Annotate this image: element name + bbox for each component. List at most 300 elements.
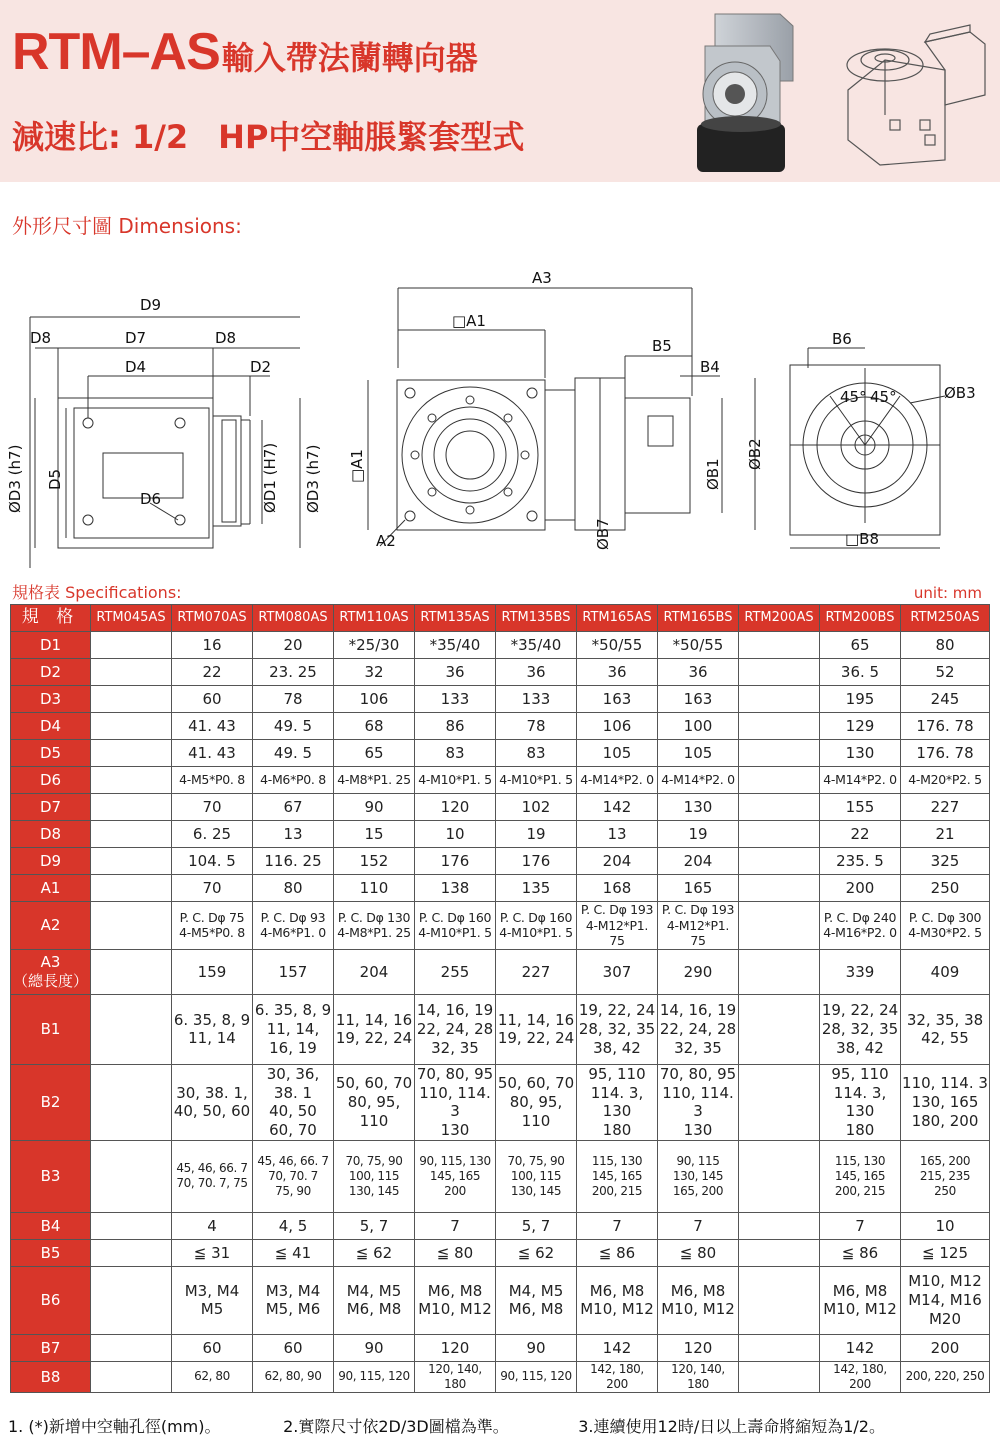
table-cell: 152 bbox=[334, 848, 415, 875]
table-cell bbox=[739, 1212, 820, 1239]
table-cell: P. C. Dφ 193 4-M12*P1. 75 bbox=[577, 902, 658, 950]
model-name: RTM–AS bbox=[12, 23, 220, 81]
model-header: RTM200BS bbox=[820, 605, 901, 632]
table-cell bbox=[91, 794, 172, 821]
model-header: RTM045AS bbox=[91, 605, 172, 632]
table-cell: 67 bbox=[253, 794, 334, 821]
row-label: B1 bbox=[11, 994, 91, 1064]
table-cell: 32 bbox=[334, 659, 415, 686]
row-label: D7 bbox=[11, 794, 91, 821]
table-cell bbox=[739, 686, 820, 713]
table-cell: 142 bbox=[577, 794, 658, 821]
table-cell: 78 bbox=[496, 713, 577, 740]
row-label: D5 bbox=[11, 740, 91, 767]
table-cell: 22 bbox=[172, 659, 253, 686]
table-cell: 409 bbox=[901, 949, 990, 994]
table-cell: 165 bbox=[658, 875, 739, 902]
row-label: B3 bbox=[11, 1140, 91, 1212]
table-cell: M6, M8 M10, M12 bbox=[820, 1266, 901, 1334]
table-cell bbox=[91, 1334, 172, 1361]
table-cell: 106 bbox=[577, 713, 658, 740]
table-cell: 30, 38. 1, 40, 50, 60 bbox=[172, 1064, 253, 1140]
table-row bbox=[11, 767, 990, 794]
table-cell: 110 bbox=[334, 875, 415, 902]
label-a1-side: □A1 bbox=[348, 449, 366, 483]
table-cell: 4, 5 bbox=[253, 1212, 334, 1239]
table-cell: 6. 35, 8, 9 11, 14 bbox=[172, 994, 253, 1064]
table-cell: 36 bbox=[496, 659, 577, 686]
label-d1: ØD1 (H7) bbox=[261, 442, 279, 513]
row-label: B6 bbox=[11, 1266, 91, 1334]
label-a3: A3 bbox=[532, 269, 552, 287]
row-label: D1 bbox=[11, 632, 91, 659]
table-cell: 195 bbox=[820, 686, 901, 713]
table-cell: M3, M4 M5, M6 bbox=[253, 1266, 334, 1334]
row-label: B7 bbox=[11, 1334, 91, 1361]
table-cell bbox=[91, 740, 172, 767]
table-cell: 6. 35, 8, 9 11, 14, 16, 19 bbox=[253, 994, 334, 1064]
table-cell: 20 bbox=[253, 632, 334, 659]
row-label: A2 bbox=[11, 902, 91, 950]
table-cell: P. C. Dφ 240 4-M16*P2. 0 bbox=[820, 902, 901, 950]
model-header: RTM110AS bbox=[334, 605, 415, 632]
table-cell: 7 bbox=[415, 1212, 496, 1239]
table-cell: 325 bbox=[901, 848, 990, 875]
table-cell: 83 bbox=[415, 740, 496, 767]
table-cell: 290 bbox=[658, 949, 739, 994]
table-cell bbox=[91, 1212, 172, 1239]
table-cell: 36. 5 bbox=[820, 659, 901, 686]
table-cell: 7 bbox=[658, 1212, 739, 1239]
table-cell: 176. 78 bbox=[901, 740, 990, 767]
table-row bbox=[11, 1361, 990, 1392]
table-cell bbox=[739, 740, 820, 767]
table-cell: 135 bbox=[496, 875, 577, 902]
table-cell: 41. 43 bbox=[172, 740, 253, 767]
table-cell: 115, 130 145, 165 200, 215 bbox=[820, 1140, 901, 1212]
ratio-text: 減速比: 1/2 bbox=[12, 118, 189, 156]
table-cell: 129 bbox=[820, 713, 901, 740]
table-row bbox=[11, 1334, 990, 1361]
table-cell: P. C. Dφ 160 4-M10*P1. 5 bbox=[496, 902, 577, 950]
table-cell: P. C. Dφ 93 4-M6*P1. 0 bbox=[253, 902, 334, 950]
table-row bbox=[11, 902, 990, 950]
label-d8-right: D8 bbox=[215, 329, 237, 347]
table-row bbox=[11, 713, 990, 740]
table-cell bbox=[91, 1239, 172, 1266]
table-cell bbox=[739, 902, 820, 950]
table-cell: 4-M10*P1. 5 bbox=[496, 767, 577, 794]
table-cell: 110, 114. 3 130, 165 180, 200 bbox=[901, 1064, 990, 1140]
table-cell bbox=[91, 1140, 172, 1212]
model-header: RTM165BS bbox=[658, 605, 739, 632]
table-cell: 32, 35, 38 42, 55 bbox=[901, 994, 990, 1064]
header-band bbox=[0, 0, 1000, 182]
label-d4: D4 bbox=[125, 358, 147, 376]
label-b1: ØB1 bbox=[704, 458, 722, 490]
table-row bbox=[11, 875, 990, 902]
page-subtitle bbox=[12, 112, 524, 158]
table-cell: 200 bbox=[820, 875, 901, 902]
table-cell: ≦ 125 bbox=[901, 1239, 990, 1266]
table-cell bbox=[91, 821, 172, 848]
table-cell: 200, 220, 250 bbox=[901, 1361, 990, 1392]
table-cell: P. C. Dφ 160 4-M10*P1. 5 bbox=[415, 902, 496, 950]
table-cell: 227 bbox=[901, 794, 990, 821]
table-cell: M4, M5 M6, M8 bbox=[334, 1266, 415, 1334]
spec-table bbox=[10, 604, 990, 1393]
table-cell: 339 bbox=[820, 949, 901, 994]
table-cell bbox=[91, 1064, 172, 1140]
table-row bbox=[11, 740, 990, 767]
table-row bbox=[11, 1064, 990, 1140]
label-d2: D2 bbox=[250, 358, 272, 376]
table-cell: 163 bbox=[577, 686, 658, 713]
table-cell bbox=[739, 1140, 820, 1212]
table-cell bbox=[739, 659, 820, 686]
table-cell: 50, 60, 70 80, 95, 110 bbox=[334, 1064, 415, 1140]
table-cell: 60 bbox=[172, 686, 253, 713]
table-cell: 4-M5*P0. 8 bbox=[172, 767, 253, 794]
table-cell: 6. 25 bbox=[172, 821, 253, 848]
table-cell: 255 bbox=[415, 949, 496, 994]
table-cell: 5, 7 bbox=[334, 1212, 415, 1239]
table-cell: 90 bbox=[334, 1334, 415, 1361]
note-3: 3.連續使用12時/日以上壽命將縮短為1/2。 bbox=[578, 1417, 885, 1436]
table-cell bbox=[739, 949, 820, 994]
table-cell: ≦ 80 bbox=[415, 1239, 496, 1266]
table-cell bbox=[91, 848, 172, 875]
table-cell: 62, 80 bbox=[172, 1361, 253, 1392]
table-cell: 19, 22, 24 28, 32, 35 38, 42 bbox=[820, 994, 901, 1064]
table-cell: 62, 80, 90 bbox=[253, 1361, 334, 1392]
table-cell: 204 bbox=[334, 949, 415, 994]
model-header: RTM250AS bbox=[901, 605, 990, 632]
label-d3-right: ØD3 (h7) bbox=[304, 444, 322, 513]
row-label: D9 bbox=[11, 848, 91, 875]
label-d7: D7 bbox=[125, 329, 147, 347]
table-header-row bbox=[11, 605, 990, 632]
table-cell: 102 bbox=[496, 794, 577, 821]
table-cell: 22 bbox=[820, 821, 901, 848]
row-label: D2 bbox=[11, 659, 91, 686]
table-cell: 15 bbox=[334, 821, 415, 848]
table-cell: 120, 140, 180 bbox=[415, 1361, 496, 1392]
table-body bbox=[11, 632, 990, 1393]
table-cell: 176 bbox=[415, 848, 496, 875]
table-cell: 11, 14, 16 19, 22, 24 bbox=[334, 994, 415, 1064]
table-cell: 50, 60, 70 80, 95, 110 bbox=[496, 1064, 577, 1140]
table-cell bbox=[91, 713, 172, 740]
table-cell: 176 bbox=[496, 848, 577, 875]
table-cell: 120 bbox=[415, 794, 496, 821]
table-cell: ≦ 31 bbox=[172, 1239, 253, 1266]
table-cell: 116. 25 bbox=[253, 848, 334, 875]
label-angle-2: 45° bbox=[870, 388, 897, 406]
row-label: D8 bbox=[11, 821, 91, 848]
table-cell: 120 bbox=[658, 1334, 739, 1361]
table-cell bbox=[739, 767, 820, 794]
label-angle-1: 45° bbox=[840, 388, 867, 406]
table-cell: 120, 140, 180 bbox=[658, 1361, 739, 1392]
table-cell: M4, M5 M6, M8 bbox=[496, 1266, 577, 1334]
table-cell: 60 bbox=[253, 1334, 334, 1361]
table-cell: P. C. Dφ 300 4-M30*P2. 5 bbox=[901, 902, 990, 950]
table-cell: 36 bbox=[658, 659, 739, 686]
table-cell: 36 bbox=[415, 659, 496, 686]
table-row bbox=[11, 994, 990, 1064]
table-cell: 90 bbox=[496, 1334, 577, 1361]
table-cell: 4-M14*P2. 0 bbox=[820, 767, 901, 794]
table-cell: 23. 25 bbox=[253, 659, 334, 686]
table-cell: 163 bbox=[658, 686, 739, 713]
table-cell bbox=[739, 994, 820, 1064]
table-cell: 49. 5 bbox=[253, 713, 334, 740]
row-label: A3 （總長度） bbox=[11, 949, 91, 994]
table-cell: 45, 46, 66. 7 70, 70. 7, 75 bbox=[172, 1140, 253, 1212]
table-cell: 14, 16, 19 22, 24, 28 32, 35 bbox=[415, 994, 496, 1064]
table-cell: 142, 180, 200 bbox=[820, 1361, 901, 1392]
table-cell bbox=[739, 875, 820, 902]
table-cell: 130 bbox=[658, 794, 739, 821]
table-cell: 86 bbox=[415, 713, 496, 740]
table-cell: 70 bbox=[172, 794, 253, 821]
table-cell: 36 bbox=[577, 659, 658, 686]
table-row bbox=[11, 659, 990, 686]
table-cell: 13 bbox=[253, 821, 334, 848]
unit-label: unit: mm bbox=[913, 584, 982, 602]
table-cell bbox=[91, 1266, 172, 1334]
table-cell: 159 bbox=[172, 949, 253, 994]
table-cell: 165, 200 215, 235 250 bbox=[901, 1140, 990, 1212]
table-cell: 157 bbox=[253, 949, 334, 994]
table-cell: 105 bbox=[658, 740, 739, 767]
page-title bbox=[12, 22, 478, 82]
product-line-drawing bbox=[830, 20, 995, 170]
table-cell: 4-M10*P1. 5 bbox=[415, 767, 496, 794]
row-label: B4 bbox=[11, 1212, 91, 1239]
table-cell: 80 bbox=[901, 632, 990, 659]
table-cell: 200 bbox=[901, 1334, 990, 1361]
table-cell: 30, 36, 38. 1 40, 50 60, 70 bbox=[253, 1064, 334, 1140]
table-cell: 176. 78 bbox=[901, 713, 990, 740]
table-cell: 65 bbox=[334, 740, 415, 767]
table-cell: ≦ 62 bbox=[496, 1239, 577, 1266]
row-label: D3 bbox=[11, 686, 91, 713]
table-cell: 13 bbox=[577, 821, 658, 848]
table-cell bbox=[91, 1361, 172, 1392]
table-cell: 70, 80, 95 110, 114. 3 130 bbox=[658, 1064, 739, 1140]
table-cell: 4-M8*P1. 25 bbox=[334, 767, 415, 794]
table-cell: ≦ 41 bbox=[253, 1239, 334, 1266]
table-cell bbox=[739, 848, 820, 875]
table-cell: 204 bbox=[658, 848, 739, 875]
table-cell bbox=[91, 902, 172, 950]
note-1: 1. (*)新增中空軸孔徑(mm)。 bbox=[8, 1417, 221, 1436]
row-label: B5 bbox=[11, 1239, 91, 1266]
row-label: B2 bbox=[11, 1064, 91, 1140]
table-cell: *25/30 bbox=[334, 632, 415, 659]
table-cell bbox=[739, 632, 820, 659]
table-cell: 204 bbox=[577, 848, 658, 875]
table-cell bbox=[91, 686, 172, 713]
table-cell: M6, M8 M10, M12 bbox=[577, 1266, 658, 1334]
table-cell bbox=[739, 1266, 820, 1334]
row-label: D6 bbox=[11, 767, 91, 794]
table-cell: 90 bbox=[334, 794, 415, 821]
table-cell: M6, M8 M10, M12 bbox=[415, 1266, 496, 1334]
table-row bbox=[11, 686, 990, 713]
table-row bbox=[11, 794, 990, 821]
table-cell: 10 bbox=[415, 821, 496, 848]
table-cell: ≦ 62 bbox=[334, 1239, 415, 1266]
table-cell: 130 bbox=[820, 740, 901, 767]
table-cell: 70, 75, 90 100, 115 130, 145 bbox=[496, 1140, 577, 1212]
label-d5: D5 bbox=[46, 468, 64, 490]
table-cell: 5, 7 bbox=[496, 1212, 577, 1239]
label-b2: ØB2 bbox=[746, 438, 764, 470]
table-cell: 168 bbox=[577, 875, 658, 902]
table-cell: *35/40 bbox=[415, 632, 496, 659]
table-cell: 90, 115, 120 bbox=[496, 1361, 577, 1392]
table-cell bbox=[739, 821, 820, 848]
table-cell: 142 bbox=[820, 1334, 901, 1361]
table-cell: ≦ 86 bbox=[820, 1239, 901, 1266]
table-cell: 250 bbox=[901, 875, 990, 902]
label-a2: A2 bbox=[376, 532, 396, 550]
table-row bbox=[11, 848, 990, 875]
table-cell: 104. 5 bbox=[172, 848, 253, 875]
table-cell bbox=[739, 713, 820, 740]
table-cell: M6, M8 M10, M12 bbox=[658, 1266, 739, 1334]
label-d8-left: D8 bbox=[30, 329, 52, 347]
table-cell: 80 bbox=[253, 875, 334, 902]
label-d6: D6 bbox=[140, 490, 162, 508]
table-cell: ≦ 86 bbox=[577, 1239, 658, 1266]
product-photo bbox=[685, 6, 800, 176]
model-header: RTM080AS bbox=[253, 605, 334, 632]
table-cell: 7 bbox=[820, 1212, 901, 1239]
table-cell: 105 bbox=[577, 740, 658, 767]
table-cell: 4 bbox=[172, 1212, 253, 1239]
table-cell bbox=[91, 767, 172, 794]
row-label: D4 bbox=[11, 713, 91, 740]
table-cell: 16 bbox=[172, 632, 253, 659]
table-cell: ≦ 80 bbox=[658, 1239, 739, 1266]
table-cell: *35/40 bbox=[496, 632, 577, 659]
table-cell: 307 bbox=[577, 949, 658, 994]
table-cell: 235. 5 bbox=[820, 848, 901, 875]
table-cell: M3, M4 M5 bbox=[172, 1266, 253, 1334]
table-row bbox=[11, 1266, 990, 1334]
table-cell: 60 bbox=[172, 1334, 253, 1361]
table-cell: 155 bbox=[820, 794, 901, 821]
table-cell: 19 bbox=[658, 821, 739, 848]
table-cell: 4-M14*P2. 0 bbox=[658, 767, 739, 794]
table-cell: 4-M14*P2. 0 bbox=[577, 767, 658, 794]
table-cell bbox=[91, 875, 172, 902]
note-2: 2.實際尺寸依2D/3D圖檔為準。 bbox=[283, 1417, 509, 1436]
table-cell: 95, 110 114. 3, 130 180 bbox=[577, 1064, 658, 1140]
table-cell: P. C. Dφ 130 4-M8*P1. 25 bbox=[334, 902, 415, 950]
table-row bbox=[11, 821, 990, 848]
table-cell: 11, 14, 16 19, 22, 24 bbox=[496, 994, 577, 1064]
table-cell bbox=[91, 659, 172, 686]
table-cell: 4-M20*P2. 5 bbox=[901, 767, 990, 794]
table-cell: 52 bbox=[901, 659, 990, 686]
table-cell: 115, 130 145, 165 200, 215 bbox=[577, 1140, 658, 1212]
table-cell bbox=[739, 1334, 820, 1361]
table-cell: P. C. Dφ 75 4-M5*P0. 8 bbox=[172, 902, 253, 950]
table-cell: 68 bbox=[334, 713, 415, 740]
table-cell bbox=[91, 632, 172, 659]
product-name-cn: 輸入帶法蘭轉向器 bbox=[221, 39, 478, 77]
table-row bbox=[11, 1239, 990, 1266]
specifications-heading: 規格表 Specifications: bbox=[12, 583, 182, 602]
table-cell bbox=[739, 794, 820, 821]
model-header: RTM135BS bbox=[496, 605, 577, 632]
model-header: RTM135AS bbox=[415, 605, 496, 632]
label-a1-top: □A1 bbox=[452, 312, 486, 330]
table-cell: 133 bbox=[496, 686, 577, 713]
table-row bbox=[11, 1212, 990, 1239]
table-cell: 41. 43 bbox=[172, 713, 253, 740]
table-cell: 245 bbox=[901, 686, 990, 713]
footnotes bbox=[8, 1414, 885, 1437]
label-b5: B5 bbox=[652, 337, 672, 355]
row-label: A1 bbox=[11, 875, 91, 902]
table-cell: 133 bbox=[415, 686, 496, 713]
table-cell: 10 bbox=[901, 1212, 990, 1239]
table-cell: 83 bbox=[496, 740, 577, 767]
dimension-drawings bbox=[0, 268, 1000, 568]
table-cell: 7 bbox=[577, 1212, 658, 1239]
table-cell: 70, 80, 95 110, 114. 3 130 bbox=[415, 1064, 496, 1140]
label-d9: D9 bbox=[140, 296, 162, 314]
model-header: RTM070AS bbox=[172, 605, 253, 632]
table-cell: 100 bbox=[658, 713, 739, 740]
table-cell: 21 bbox=[901, 821, 990, 848]
table-cell: 70 bbox=[172, 875, 253, 902]
table-cell: 78 bbox=[253, 686, 334, 713]
table-cell: 138 bbox=[415, 875, 496, 902]
label-b3: ØB3 bbox=[944, 384, 976, 402]
table-cell bbox=[91, 949, 172, 994]
model-header: RTM165AS bbox=[577, 605, 658, 632]
table-corner: 規 格 bbox=[11, 605, 91, 632]
table-cell: 14, 16, 19 22, 24, 28 32, 35 bbox=[658, 994, 739, 1064]
table-cell: 45, 46, 66. 7 70, 70. 7 75, 90 bbox=[253, 1140, 334, 1212]
table-cell: 49. 5 bbox=[253, 740, 334, 767]
type-text: HP中空軸脹緊套型式 bbox=[218, 118, 525, 156]
label-d3-left: ØD3 (h7) bbox=[6, 444, 24, 513]
table-cell bbox=[739, 1064, 820, 1140]
table-row bbox=[11, 1140, 990, 1212]
dimensions-heading: 外形尺寸圖 Dimensions: bbox=[12, 214, 242, 238]
table-cell: 4-M6*P0. 8 bbox=[253, 767, 334, 794]
table-cell: 95, 110 114. 3, 130 180 bbox=[820, 1064, 901, 1140]
table-cell: M10, M12 M14, M16 M20 bbox=[901, 1266, 990, 1334]
table-cell: 142, 180, 200 bbox=[577, 1361, 658, 1392]
table-cell: *50/55 bbox=[658, 632, 739, 659]
table-cell bbox=[91, 994, 172, 1064]
table-row bbox=[11, 632, 990, 659]
table-cell: 65 bbox=[820, 632, 901, 659]
table-cell: 90, 115, 130 145, 165 200 bbox=[415, 1140, 496, 1212]
label-b8: □B8 bbox=[845, 530, 880, 548]
table-cell: 142 bbox=[577, 1334, 658, 1361]
model-header: RTM200AS bbox=[739, 605, 820, 632]
